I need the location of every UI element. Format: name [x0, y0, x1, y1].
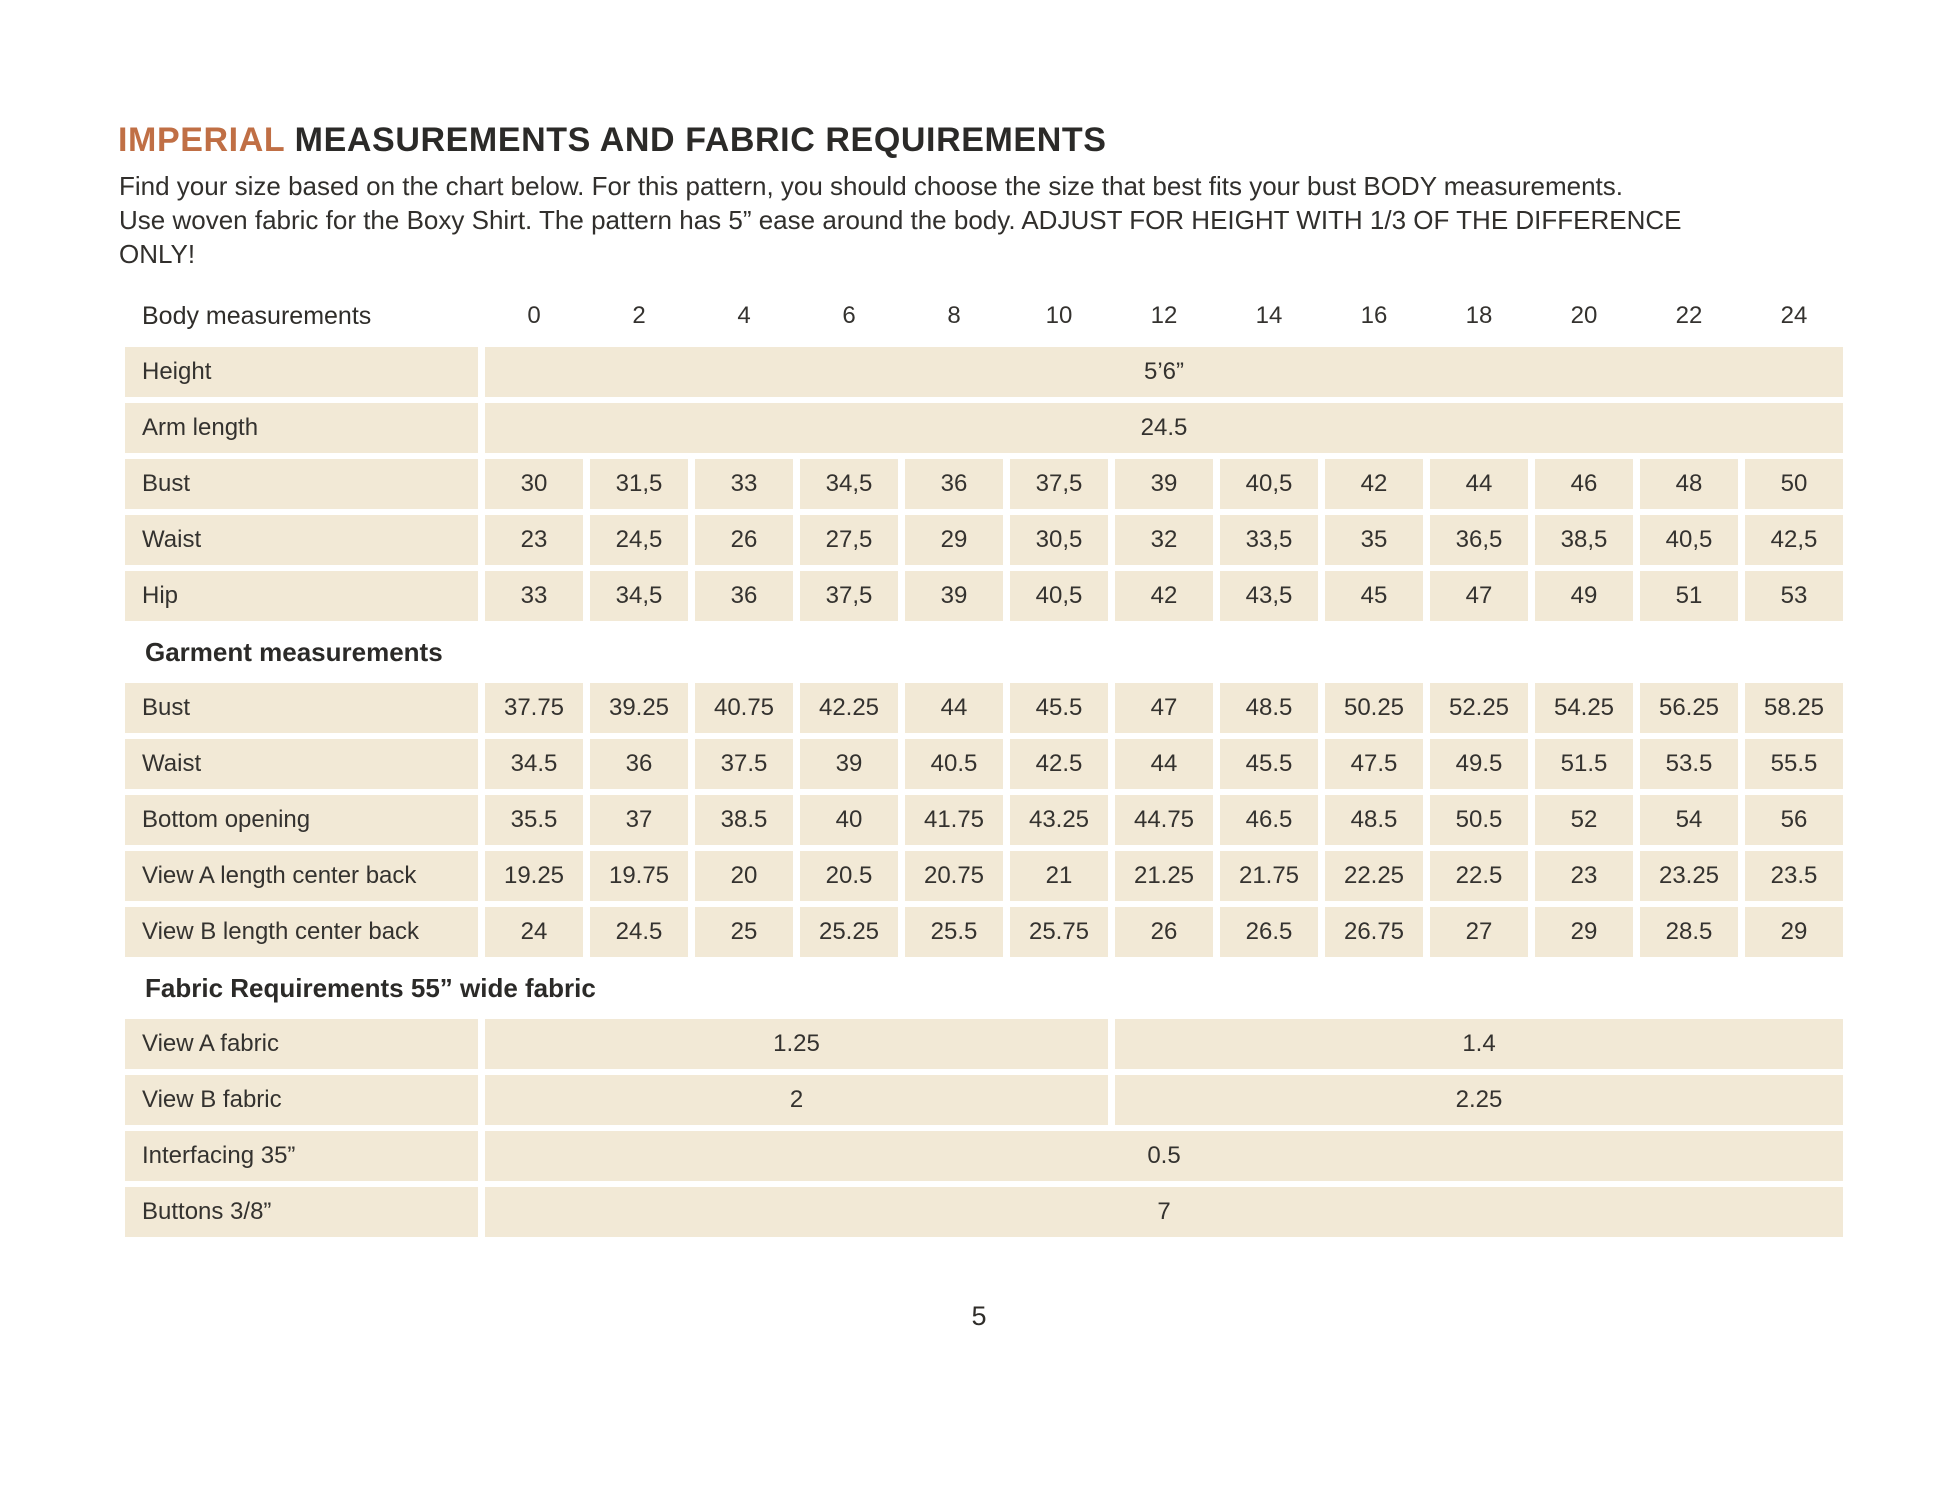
document-page	[118, 120, 1840, 1332]
value-cell: 44	[1430, 459, 1528, 509]
value-cell: 39	[905, 571, 1003, 621]
value-cell: 26	[695, 515, 793, 565]
value-cell: 24.5	[590, 907, 688, 957]
value-cell: 40,5	[1640, 515, 1738, 565]
size-column-header: 24	[1780, 302, 1808, 329]
value-cell: 36	[695, 571, 793, 621]
value-cell: 46.5	[1220, 795, 1318, 845]
row-label: Arm length	[125, 403, 478, 453]
size-column-header: 14	[1255, 302, 1283, 329]
value-cell: 39	[800, 739, 898, 789]
value-cell: 29	[1745, 907, 1843, 957]
value-cell: 33,5	[1220, 515, 1318, 565]
section-header: Fabric Requirements 55” wide fabric	[145, 972, 596, 1003]
value-cell: 25.25	[800, 907, 898, 957]
title-highlight: IMPERIAL	[118, 121, 285, 159]
size-column-header: 6	[842, 302, 856, 329]
value-cell: 22.5	[1430, 851, 1528, 901]
column-header-label: Body measurements	[142, 301, 372, 330]
size-column-header: 20	[1570, 302, 1598, 329]
intro-line: Use woven fabric for the Boxy Shirt. The pattern has 5” ease around the body. ADJUST FOR HEIGHT WITH 1/3 OF THE DIFFERENCE	[119, 205, 1682, 235]
value-cell: 19.25	[485, 851, 583, 901]
value-cell: 54	[1640, 795, 1738, 845]
value-cell: 54.25	[1535, 683, 1633, 733]
value-cell: 2.25	[1115, 1075, 1843, 1125]
row-label: View B fabric	[125, 1075, 478, 1125]
value-cell: 32	[1115, 515, 1213, 565]
row-label: View A fabric	[125, 1019, 478, 1069]
row-label: Bottom opening	[125, 795, 478, 845]
value-cell: 37,5	[800, 571, 898, 621]
value-cell: 20.5	[800, 851, 898, 901]
value-cell: 26.75	[1325, 907, 1423, 957]
value-cell: 44	[1115, 739, 1213, 789]
value-cell: 19.75	[590, 851, 688, 901]
row-label: View B length center back	[125, 907, 478, 957]
row-label: Hip	[125, 571, 478, 621]
intro-paragraph	[119, 169, 1840, 271]
value-cell: 58.25	[1745, 683, 1843, 733]
value-cell: 1.4	[1115, 1019, 1843, 1069]
value-cell: 30	[485, 459, 583, 509]
value-cell: 21	[1010, 851, 1108, 901]
value-cell: 24,5	[590, 515, 688, 565]
value-cell: 1.25	[485, 1019, 1108, 1069]
row-label: Buttons 3/8”	[125, 1187, 478, 1237]
value-cell: 45.5	[1220, 739, 1318, 789]
value-cell: 51.5	[1535, 739, 1633, 789]
value-cell: 37,5	[1010, 459, 1108, 509]
value-cell: 36	[590, 739, 688, 789]
value-cell: 31,5	[590, 459, 688, 509]
size-column-header: 8	[947, 302, 961, 329]
row-label: Interfacing 35”	[125, 1131, 478, 1181]
value-cell: 5’6”	[485, 347, 1843, 397]
value-cell: 42	[1115, 571, 1213, 621]
value-cell: 33	[485, 571, 583, 621]
value-cell: 55.5	[1745, 739, 1843, 789]
size-column-header: 12	[1150, 302, 1178, 329]
value-cell: 0.5	[485, 1131, 1843, 1181]
value-cell: 34,5	[590, 571, 688, 621]
value-cell: 24	[485, 907, 583, 957]
value-cell: 37	[590, 795, 688, 845]
value-cell: 48.5	[1220, 683, 1318, 733]
value-cell: 40.5	[905, 739, 1003, 789]
value-cell: 24.5	[485, 403, 1843, 453]
section-header: Garment measurements	[145, 636, 443, 667]
value-cell: 53	[1745, 571, 1843, 621]
size-column-header: 16	[1360, 302, 1388, 329]
value-cell: 43.25	[1010, 795, 1108, 845]
value-cell: 43,5	[1220, 571, 1318, 621]
value-cell: 47	[1430, 571, 1528, 621]
size-column-header: 18	[1465, 302, 1493, 329]
value-cell: 48	[1640, 459, 1738, 509]
page-title	[118, 120, 1840, 160]
value-cell: 23	[1535, 851, 1633, 901]
size-column-header: 10	[1045, 302, 1073, 329]
value-cell: 30,5	[1010, 515, 1108, 565]
value-cell: 40	[800, 795, 898, 845]
value-cell: 38.5	[695, 795, 793, 845]
value-cell: 40,5	[1010, 571, 1108, 621]
value-cell: 28.5	[1640, 907, 1738, 957]
size-column-header: 2	[632, 302, 646, 329]
value-cell: 23.5	[1745, 851, 1843, 901]
value-cell: 29	[1535, 907, 1633, 957]
value-cell: 37.75	[485, 683, 583, 733]
value-cell: 52.25	[1430, 683, 1528, 733]
value-cell: 27,5	[800, 515, 898, 565]
intro-line: Find your size based on the chart below. For this pattern, you should choose the size that best fits your bust BODY measurements.	[119, 171, 1623, 201]
value-cell: 34.5	[485, 739, 583, 789]
value-cell: 25	[695, 907, 793, 957]
value-cell: 25.5	[905, 907, 1003, 957]
value-cell: 44	[905, 683, 1003, 733]
value-cell: 36,5	[1430, 515, 1528, 565]
value-cell: 56.25	[1640, 683, 1738, 733]
value-cell: 26	[1115, 907, 1213, 957]
value-cell: 26.5	[1220, 907, 1318, 957]
value-cell: 40,5	[1220, 459, 1318, 509]
value-cell: 34,5	[800, 459, 898, 509]
title-rest: MEASUREMENTS AND FABRIC REQUIREMENTS	[284, 121, 1107, 159]
intro-line: ONLY!	[119, 239, 196, 269]
row-label: Height	[125, 347, 478, 397]
value-cell: 52	[1535, 795, 1633, 845]
value-cell: 47.5	[1325, 739, 1423, 789]
value-cell: 40.75	[695, 683, 793, 733]
page-number: 5	[971, 1301, 987, 1331]
value-cell: 46	[1535, 459, 1633, 509]
size-column-header: 4	[737, 302, 751, 329]
value-cell: 56	[1745, 795, 1843, 845]
size-column-header: 22	[1675, 302, 1703, 329]
row-label: Bust	[125, 683, 478, 733]
value-cell: 41.75	[905, 795, 1003, 845]
value-cell: 20	[695, 851, 793, 901]
value-cell: 22.25	[1325, 851, 1423, 901]
value-cell: 53.5	[1640, 739, 1738, 789]
value-cell: 38,5	[1535, 515, 1633, 565]
value-cell: 37.5	[695, 739, 793, 789]
value-cell: 29	[905, 515, 1003, 565]
value-cell: 39	[1115, 459, 1213, 509]
value-cell: 39.25	[590, 683, 688, 733]
row-label: Waist	[125, 739, 478, 789]
value-cell: 49	[1535, 571, 1633, 621]
value-cell: 2	[485, 1075, 1108, 1125]
value-cell: 36	[905, 459, 1003, 509]
size-column-header: 0	[527, 302, 541, 329]
row-label: Bust	[125, 459, 478, 509]
value-cell: 7	[485, 1187, 1843, 1237]
value-cell: 49.5	[1430, 739, 1528, 789]
value-cell: 42	[1325, 459, 1423, 509]
value-cell: 42,5	[1745, 515, 1843, 565]
value-cell: 48.5	[1325, 795, 1423, 845]
value-cell: 50.5	[1430, 795, 1528, 845]
value-cell: 27	[1430, 907, 1528, 957]
row-label: Waist	[125, 515, 478, 565]
value-cell: 45.5	[1010, 683, 1108, 733]
value-cell: 47	[1115, 683, 1213, 733]
value-cell: 45	[1325, 571, 1423, 621]
value-cell: 20.75	[905, 851, 1003, 901]
value-cell: 23.25	[1640, 851, 1738, 901]
measurement-table	[125, 291, 1840, 1237]
value-cell: 42.25	[800, 683, 898, 733]
value-cell: 21.75	[1220, 851, 1318, 901]
value-cell: 21.25	[1115, 851, 1213, 901]
value-cell: 50.25	[1325, 683, 1423, 733]
value-cell: 35.5	[485, 795, 583, 845]
value-cell: 51	[1640, 571, 1738, 621]
value-cell: 42.5	[1010, 739, 1108, 789]
value-cell: 25.75	[1010, 907, 1108, 957]
value-cell: 23	[485, 515, 583, 565]
row-label: View A length center back	[125, 851, 478, 901]
value-cell: 44.75	[1115, 795, 1213, 845]
value-cell: 35	[1325, 515, 1423, 565]
value-cell: 50	[1745, 459, 1843, 509]
value-cell: 33	[695, 459, 793, 509]
